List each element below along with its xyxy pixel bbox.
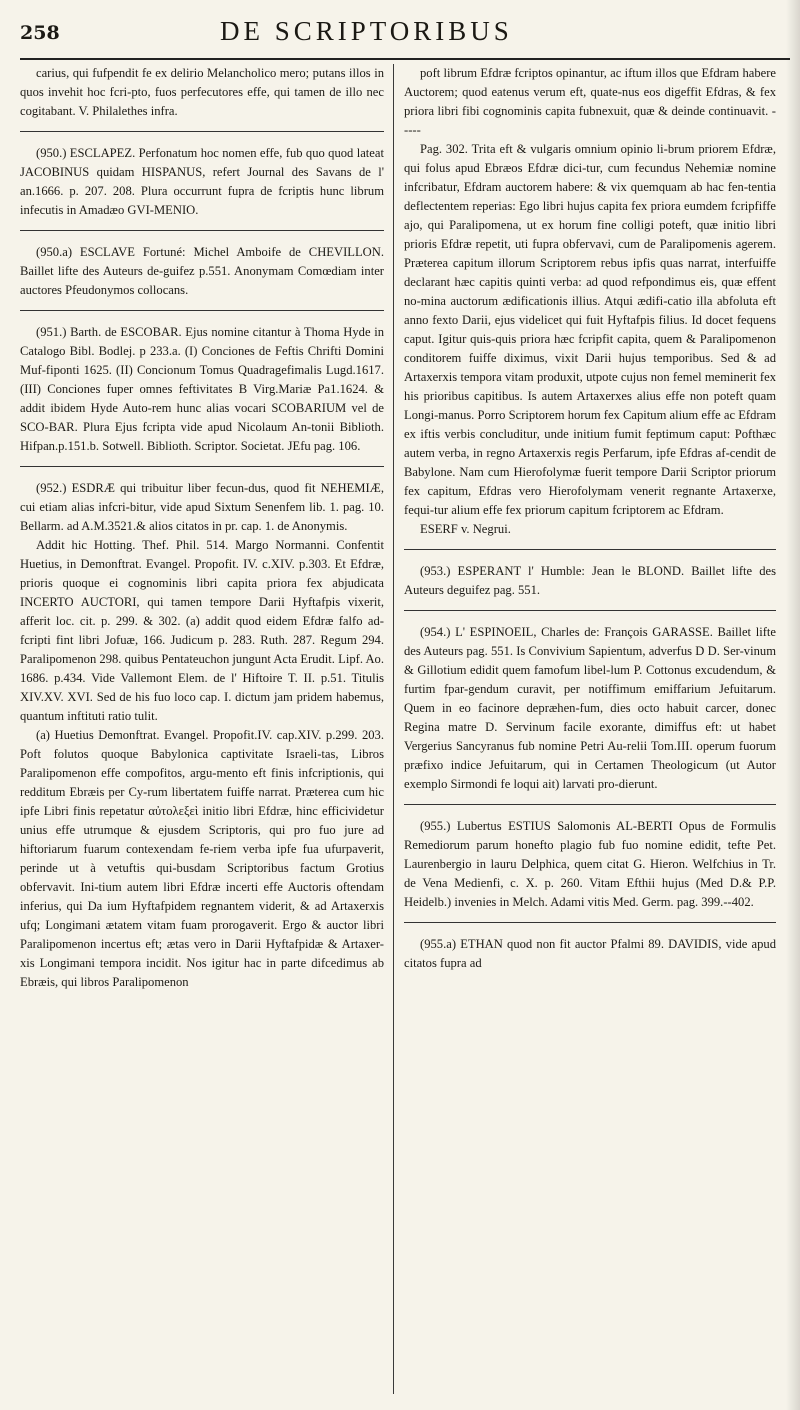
entry-separator — [20, 131, 384, 132]
entry-paragraph: (a) Huetius Demonftrat. Evangel. Propofit.IV. cap.XIV. p.299. 203. Poft folutos quoque Babylonica captivitate Israeli-tas, Libros Paralipomenon effe compofitos, argu-mento eft finis infcriptionis, qui redditum Ebræis per Cy-rum libertatem fuiffe narrat. Præterea cum hic ipfe Libri finis repetatur αὐτολεξεὶ initio libri Efdræ, hinc efficividetur unius effe utrumque & ejusdem Scriptoris, qui pro fuo jure ad hiftoriarum fuarum contexendam fe-riem verba ipfe fua ufurpaverit, perinde ut à vetuftis qui-busdam Scriptoribus factum Grotius obfervavit. Ini-tium autem libri Efdræ incerti effe Auctoris oftendam inferius, qui Da ium Hyftafpidem regnantem viderit, & ad Artaxerxis ufq; Longimani ætatem vitam fuam prorogaverit. Ergo & auctor libri Paralipomenon incertus eft; ætas vero in Darii Hyftafpidæ & Artaxer-xis Longimani tempora incidit. Nos igitur hac in parte difcedimus ab Ebræis, qui libros Paralipomenon — [20, 728, 384, 989]
entry-paragraph: Pag. 302. Trita eft & vulgaris omnium opinio li-brum priorem Efdræ, qui folus apud Ebræos Efdræ dici-tur, cum fecundus Nehemiæ nomine infcribatur, Efdram auctorem habere: & vix quemquam ab hac fen-tentia deflectentem reperias: Ego libri hujus capita fex priora eumdem fcripfiffe ajo, qui Paralipomena, ut ex horum fine colligi poteft, quæ initio libri prioris Efdræ repetit, uti fupra obfervavi, cum de Paralipomenis agerem. Præterea capitum illorum Scriptorem rebus ipfis quas narrat, interfuiffe declarant hæc capitis quinti verba: ad quod refpondimus eis, quæ effent no-mina auctorum ædificationis illius. Atqui ædifi-catio illa abfoluta eft anno fexto Darii, ejus videlicet qui fuit Hyftafpis filius. Id docet fequens caput. Igitur quis-quis priora hæc fcripfit capita, quem & Paralipomenon conditorem fuiffe diximus, vixit Darii hujus temporibus. Sed & ad Artaxerxis tempora vitam produxit, utpote cujus non femel meminerit fex his prioribus capitibus. Is autem Artaxerxes alius effe non poteft quam Longi-manus. Porro Scriptorem horum fex Capitum alium effe ac Efdram ex iftis verbis concluditur, unde initium fumit feptimum caput: Pofthæc autem verba, in regno Artaxerxis regis Perfarum, ipfe Efdras af-cendit de Babylone. Nam cum Hierofolymæ fuerit tempore Darii Scriptor priorum fex capitum, Efdras vero Hierofolymam venerit regnante Artaxerxe, fequi-tur alium effe fex priorum capitum fcriptorem ac Efdram. — [404, 142, 776, 517]
entry-paragraph: (950.) ESCLAPEZ. Perfonatum hoc nomen effe, fub quo quod lateat JACOBINUS quidam HISPANUS, refert Journal des Savans de l' an.1666. p. 207. 208. Plura occurrunt fupra de fcriptis hunc librum infecutis in Amadæo GVI-MENIO. — [20, 146, 384, 217]
entry-paragraph: carius, qui fufpendit fe ex delirio Melancholico mero; putans illos in quos invehit hoc fcri-pto, fuos perfecutores effe, qui tamen de illo nec cogitabant. V. Philalethes infra. — [20, 66, 384, 118]
page-edge-shadow — [786, 0, 800, 1410]
entry-separator — [20, 310, 384, 311]
header-rule — [20, 58, 790, 60]
entry-paragraph: poft librum Efdræ fcriptos opinantur, ac iftum illos que Efdram habere Auctorem; quod eatenus verum eft, quate-nus eos digeffit Efdras, & fex priora libri fibi cognominis capita fubnexuit, quæ & deinde continuavit. ----- — [404, 66, 776, 137]
entry-separator — [404, 610, 776, 611]
left-column — [20, 64, 384, 992]
entry-paragraph: ESERF v. Negrui. — [420, 522, 511, 536]
entry-paragraph: (953.) ESPERANT l' Humble: Jean le BLOND. Baillet lifte des Auteurs deguifez pag. 551. — [404, 564, 776, 597]
entry-separator — [404, 922, 776, 923]
entry-paragraph: (955.a) ETHAN quod non fit auctor Pfalmi 89. DAVIDIS, vide apud citatos fupra ad — [404, 937, 776, 970]
entry-paragraph: Addit hic Hotting. Thef. Phil. 514. Margo Normanni. Confentit Huetius, in Demonftrat. Evangel. Propofit. IV. c.XIV. p.303. Et Efdræ, prioris quoque ei cognominis libri capita priora fex abjudicata INCERTO AUCTORI, qui tamen tempore Darii Hyftafpis vixerit, afferit loc. cit. p. 299. & 302. (a) addit quod eidem Efdræ falfo ad-fcripti fint libri Jofuæ, 166. Judicum p. 283. Ruth. 287. Regum 294. Paralipomenon 298. quibus Pentateuchon jungunt Acta Erudit. Lipf. Ao. 1686. p.434. Vide Vallemont Elem. de l' Hiftoire T. II. p.51. Titulis XIV.XV. XVI. Sed de his fuo loco cap. I. dictum jam pridem habemus, quantum inftituti ratio tulit. — [20, 538, 384, 723]
entry-paragraph: (950.a) ESCLAVE Fortuné: Michel Amboife de CHEVILLON. Baillet lifte des Auteurs de-guifez p.551. Anonymam Comœdiam inter auctores Pfeudonymos collocans. — [20, 245, 384, 297]
entry-paragraph: (954.) L' ESPINOEIL, Charles de: François GARASSE. Baillet lifte des Auteurs pag. 551. Is Convivium Sapientum, adverfus D D. Ser-vinum & Gillotium edidit quem famofum libel-lum P. Cottonus excudendum, & furtim fpar-gendum curavit, per notiffimum emiffarium Jefuitarum. Quem in eo facinore depræhen-fum, dies octo habuit carcer, donec Regina matre D. Servinum facile exorante, dimiffus eft: ut habet Vergerius Sancyranus fub nomine Petri Au-relii Tom.III. operum fuorum præfixo indice Jefuitarum, qui in Certamen Theologicum (ut Autor exemplo Sirmondi fe loqui ait) larvati pro-dierunt. — [404, 625, 776, 791]
entry-separator — [20, 466, 384, 467]
entry-separator — [20, 230, 384, 231]
entry-paragraph: (955.) Lubertus ESTIUS Salomonis AL-BERTI Opus de Formulis Remediorum parum honefto plagio fub fuo nomine edidit, tefte Pet. Laurenbergio in lauru Delphica, quem citat G. Hieron. Welfchius in Tr. de Vena Medienfi, c. X. p. 260. Vitam Efthii hujus (Med D.& P.P. Heidelb.) invenies in Melch. Adami vitis Med. Germ. pag. 399.--402. — [404, 819, 776, 909]
page-header — [20, 16, 790, 56]
running-title: DE SCRIPTORIBUS — [220, 16, 513, 46]
entry-paragraph: (951.) Barth. de ESCOBAR. Ejus nomine citantur à Thoma Hyde in Catalogo Bibl. Bodlej. p 233.a. (I) Conciones de Feftis Chrifti Domini Muf-fiponti 1625. (II) Concionum Tomus Quadragefimalis Lugd.1617. (III) Conciones fuper omnes feftivitates B Virg.Mariæ Pa1.1624. & addit ibidem Hyde Auto-rem hunc alias vocari SCOBARIUM vel de SCO-BAR. Plura Ejus fcripta vide apud Nicolaum An-tonii Biblioth. Hifpan.p.151.b. Sotwell. Biblioth. Scriptor. Societat. JEfu pag. 106. — [20, 325, 384, 453]
entry-separator — [404, 549, 776, 550]
entry-paragraph: (952.) ESDRÆ qui tribuitur liber fecun-dus, quod fit NEHEMIÆ, cui etiam alias infcri-bitur, vide apud Sixtum Senenfem lib. 1. pag. 10. Bellarm. ad A.M.3521.& alios citatos in pr. cap. 1. de Anonymis. — [20, 481, 384, 533]
entry-separator — [404, 804, 776, 805]
right-column — [404, 64, 776, 973]
page-number: 258 — [20, 22, 60, 44]
column-divider — [393, 64, 394, 1394]
